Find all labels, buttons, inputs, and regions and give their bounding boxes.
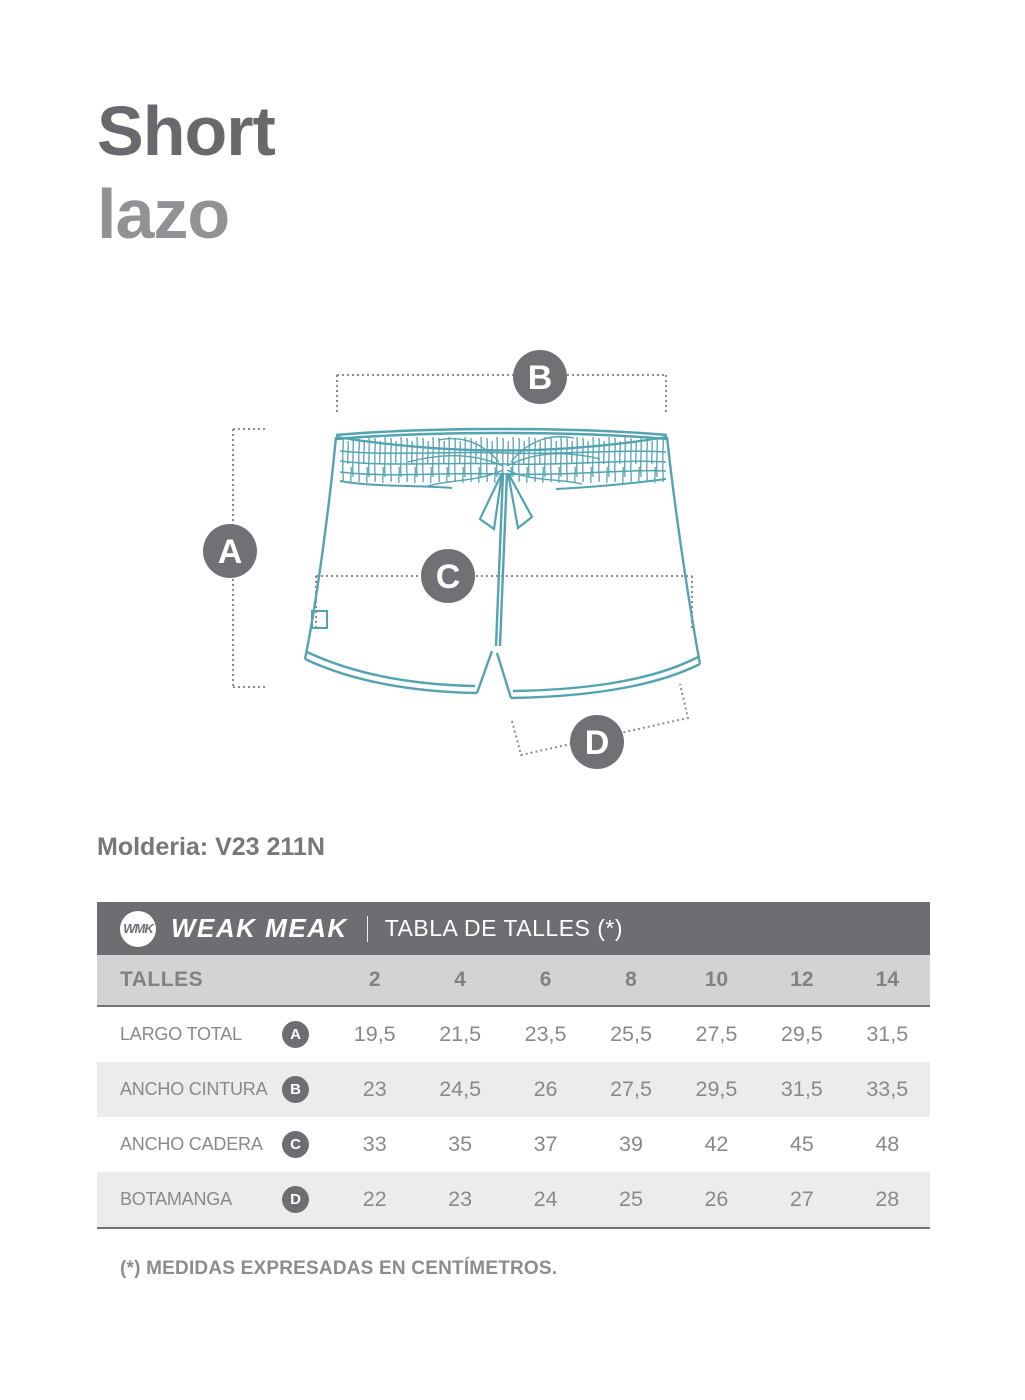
- units-footnote: (*) MEDIDAS EXPRESADAS EN CENTÍMETROS.: [120, 1258, 558, 1279]
- value-cell: 28: [875, 1187, 900, 1211]
- value-cell: 45: [789, 1132, 814, 1156]
- value-cell: 21,5: [439, 1022, 482, 1046]
- sizes-header-row: [97, 955, 930, 1007]
- value-cell: 29,5: [780, 1022, 823, 1046]
- value-cell: 48: [875, 1132, 900, 1156]
- table-row: [97, 1062, 930, 1117]
- marker-b-label: B: [527, 359, 553, 397]
- value-cell: 23: [448, 1187, 473, 1211]
- value-cell: 23: [362, 1077, 387, 1101]
- size-col-header: 12: [790, 968, 814, 991]
- row-label: BOTAMANGA: [120, 1189, 232, 1209]
- size-col-header: 10: [704, 968, 729, 991]
- measure-line-b: [337, 375, 666, 413]
- value-cell: 33,5: [866, 1077, 909, 1101]
- page-title: [97, 90, 275, 256]
- molderia-reference: Molderia: V23 211N: [97, 833, 325, 861]
- sizes-label: TALLES: [120, 968, 204, 991]
- value-cell: 27,5: [695, 1022, 738, 1046]
- table-row: [97, 1117, 930, 1172]
- brand-name: WEAK MEAK: [171, 913, 348, 943]
- table-title: TABLA DE TALLES (*): [384, 915, 624, 941]
- value-cell: 25,5: [610, 1022, 652, 1046]
- value-cell: 23,5: [524, 1022, 567, 1046]
- size-col-header: 2: [368, 968, 381, 991]
- value-cell: 35: [448, 1132, 473, 1156]
- marker-badge-a: A: [282, 1021, 309, 1048]
- marker-c-label: C: [435, 558, 461, 596]
- value-cell: 33: [362, 1132, 387, 1156]
- row-label: ANCHO CADERA: [120, 1134, 263, 1154]
- table-row: [97, 1007, 930, 1062]
- value-cell: 26: [533, 1077, 558, 1101]
- value-cell: 39: [619, 1132, 643, 1156]
- marker-a-label: A: [217, 533, 243, 571]
- row-label: LARGO TOTAL: [120, 1024, 242, 1044]
- header-divider: [367, 916, 368, 942]
- marker-badge-b: B: [282, 1076, 309, 1103]
- brand-logo-icon: WMK: [120, 911, 156, 947]
- value-cell: 37: [533, 1132, 558, 1156]
- measure-line-c: [316, 576, 692, 628]
- product-name-line1: Short: [97, 92, 275, 170]
- value-cell: 22: [362, 1187, 387, 1211]
- size-col-header: 8: [625, 968, 637, 991]
- measure-markers: [203, 350, 624, 769]
- value-cell: 24: [533, 1187, 558, 1211]
- value-cell: 26: [704, 1187, 729, 1211]
- table-header-bar: [97, 902, 930, 955]
- size-col-header: 4: [454, 968, 466, 991]
- value-cell: 31,5: [780, 1077, 823, 1101]
- value-cell: 42: [704, 1132, 729, 1156]
- value-cell: 19,5: [353, 1022, 396, 1046]
- size-col-header: 6: [539, 968, 552, 991]
- waistband-gathering: [340, 437, 666, 483]
- value-cell: 25: [619, 1187, 643, 1211]
- product-name-line2: lazo: [97, 175, 230, 253]
- value-cell: 31,5: [866, 1022, 909, 1046]
- shorts-measurement-diagram: [180, 330, 740, 810]
- value-cell: 29,5: [695, 1077, 738, 1101]
- value-cell: 27: [789, 1187, 814, 1211]
- marker-badge-c: C: [282, 1131, 309, 1158]
- value-cell: 27,5: [610, 1077, 652, 1101]
- value-cell: 24,5: [439, 1077, 482, 1101]
- row-label: ANCHO CINTURA: [120, 1079, 268, 1099]
- marker-badge-d: D: [282, 1186, 309, 1213]
- marker-d-label: D: [584, 724, 610, 762]
- size-col-header: 14: [875, 968, 899, 991]
- size-table: [97, 902, 930, 1229]
- table-row: [97, 1172, 930, 1229]
